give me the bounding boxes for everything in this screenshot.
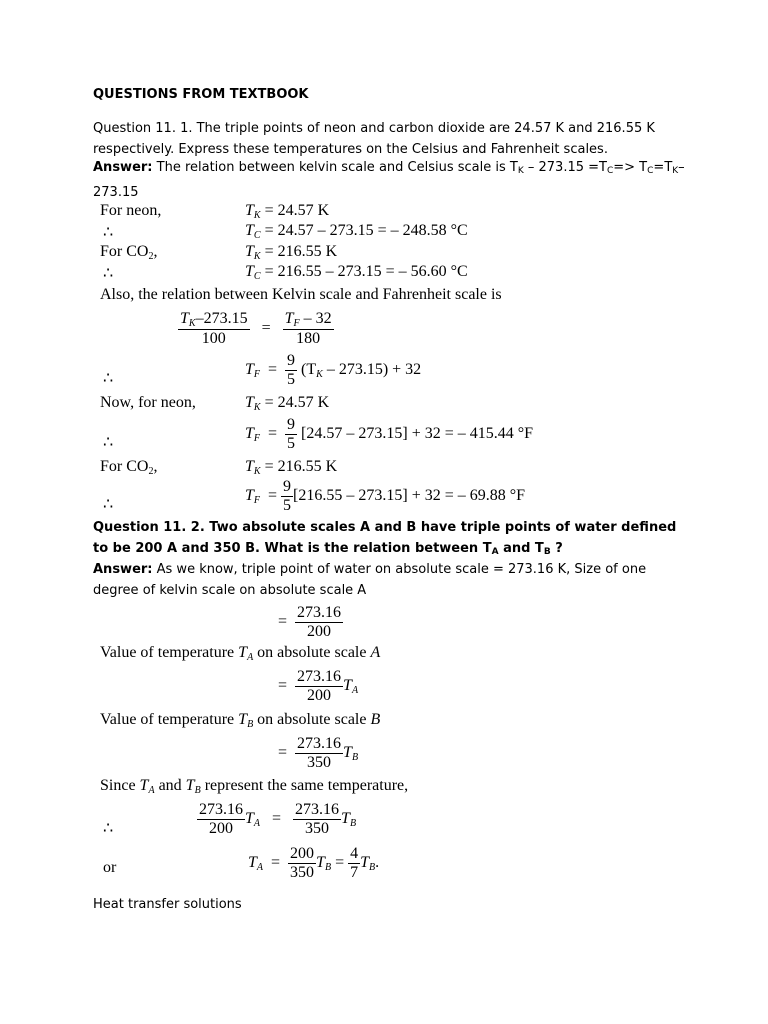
footer-text: Heat transfer solutions [93,897,242,912]
answer-label: Answer: [93,160,153,175]
answer-2: Answer: As we know, triple point of water on absolute scale = 273.16 K, Size of one degree of kelvin scale on absolute scale A [93,562,647,598]
question-2: Question 11. 2. Two absolute scales A and B have triple points of water defined to be 200 A and 350 B. What is the relation between TA and TB ? [93,520,677,557]
question-1: Question 11. 1. The triple points of neon and carbon dioxide are 24.57 K and 216.55 K respectively. Express these temperatures on the Celsius and Fahrenheit scales. [93,121,655,157]
page-heading: QUESTIONS FROM TEXTBOOK [93,87,309,102]
answer-1: Answer: The relation between kelvin scale and Celsius scale is TK – 273.15 =TC=> TC=TK– 273.15 [93,160,685,200]
